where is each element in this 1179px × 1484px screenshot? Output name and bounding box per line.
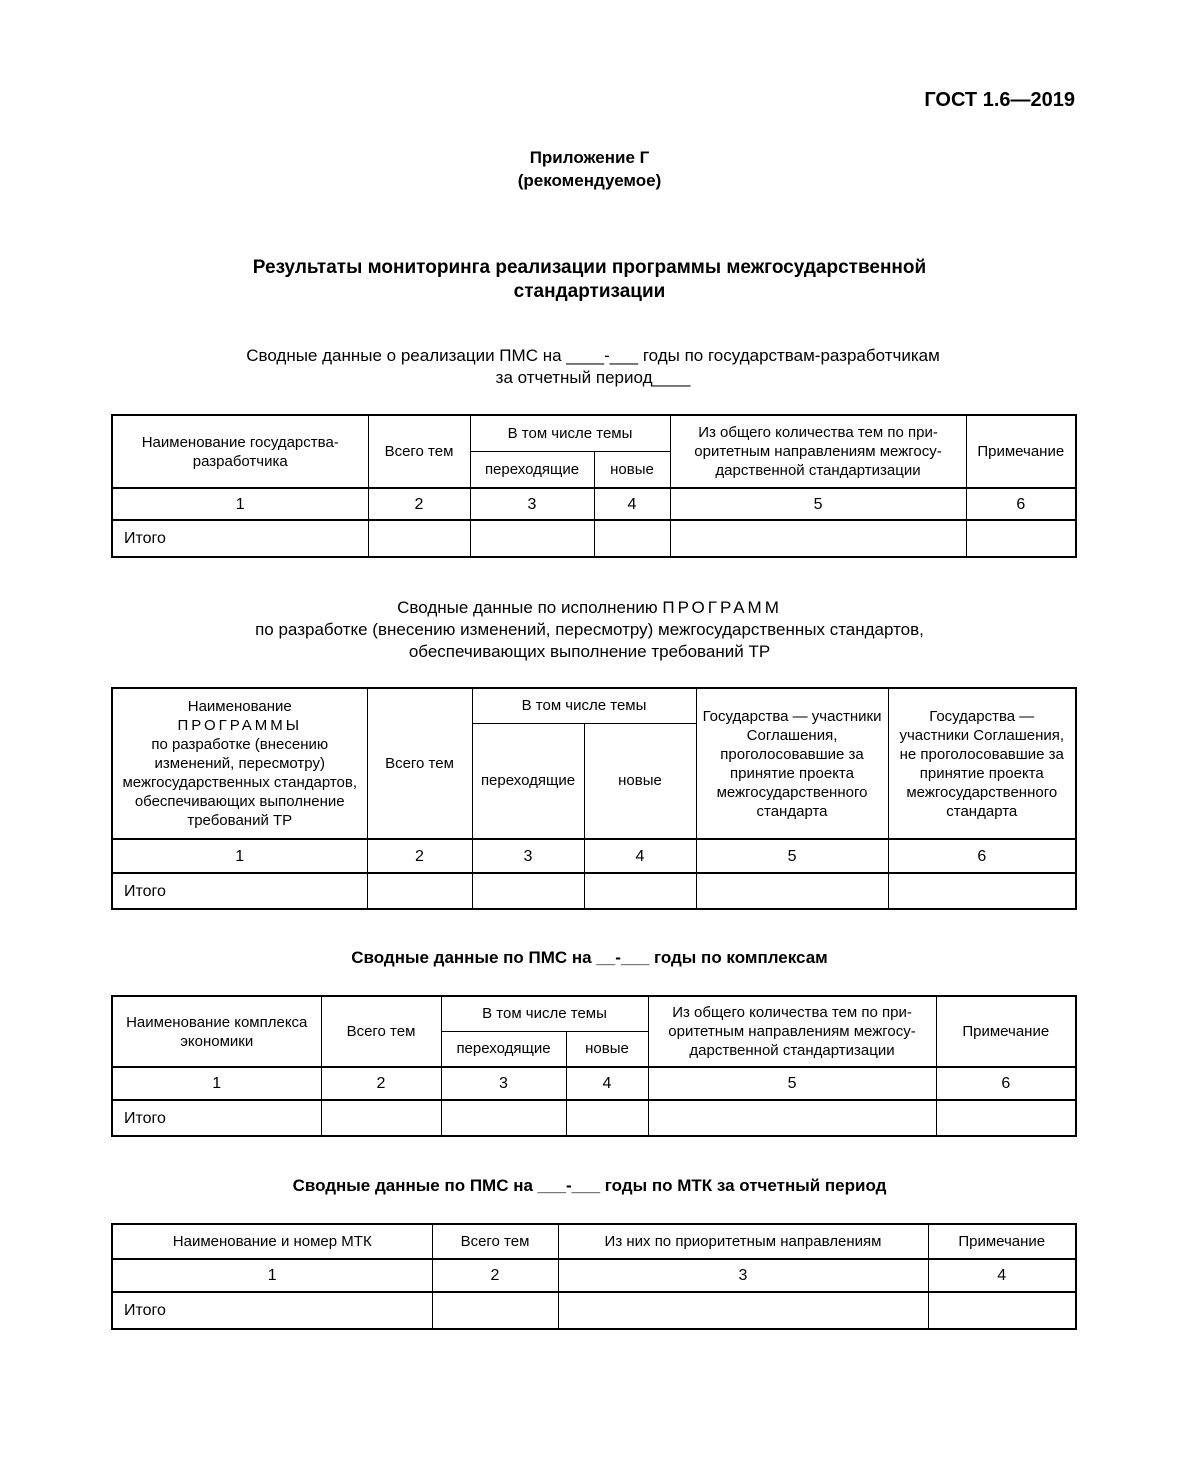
annex-label: Приложение Г bbox=[529, 148, 650, 167]
t1-empty-cell bbox=[470, 520, 594, 557]
t4-header-priority: Из них по приоритетным направлениям bbox=[558, 1224, 928, 1259]
t2-col-number: 3 bbox=[472, 839, 584, 873]
t3-total-label: Итого bbox=[112, 1100, 321, 1136]
t2-empty-cell bbox=[584, 873, 696, 909]
t2-header-program-line1: Наименование bbox=[187, 698, 292, 715]
t4-col-number: 3 bbox=[558, 1259, 928, 1292]
t4-total-row bbox=[112, 1292, 1076, 1329]
table3-caption: Сводные данные по ПМС на __-___ годы по комплексам bbox=[351, 948, 828, 967]
table-programs-execution bbox=[111, 687, 1077, 910]
t1-header-new: новые bbox=[594, 451, 670, 488]
table2-caption-line1 bbox=[0, 597, 1179, 619]
t4-number-row bbox=[112, 1259, 1076, 1292]
t4-header-mtk: Наименование и номер МТК bbox=[112, 1224, 432, 1259]
t4-col-number: 1 bbox=[112, 1259, 432, 1292]
table2-caption-prefix: Сводные данные по исполнению bbox=[397, 598, 658, 617]
t2-empty-cell bbox=[367, 873, 472, 909]
t1-header-priority: Из общего количества тем по приоритетным направлениям межгосударственной стандартизации bbox=[670, 415, 966, 488]
t3-col-number: 6 bbox=[936, 1067, 1076, 1100]
annex-heading bbox=[0, 146, 1179, 192]
t2-header-total: Всего тем bbox=[367, 688, 472, 839]
t1-header-note: Примечание bbox=[966, 415, 1076, 488]
table1-caption-line1: Сводные данные о реализации ПМС на ____-___ годы по государствам-разработчикам bbox=[246, 346, 940, 365]
table1-caption-line2: за отчетный период____ bbox=[495, 368, 691, 387]
page-title-line1: Результаты мониторинга реализации программы межгосударственной bbox=[252, 257, 927, 278]
t2-header-voted-for: Государства — участники Соглашения, проголосовавшие за принятие проекта межгосударственного стандарта bbox=[696, 688, 888, 839]
page-title bbox=[0, 256, 1179, 304]
t4-total-label: Итого bbox=[112, 1292, 432, 1329]
table2-caption-line2: по разработке (внесению изменений, пересмотру) межгосударственных стандартов, bbox=[255, 620, 924, 639]
annex-status: (рекомендуемое) bbox=[517, 171, 662, 190]
t3-header-new: новые bbox=[566, 1031, 648, 1067]
table2-caption-line3: обеспечивающих выполнение требований ТР bbox=[408, 642, 771, 661]
document-code: ГОСТ 1.6—2019 bbox=[924, 89, 1075, 111]
t3-empty-cell bbox=[936, 1100, 1076, 1136]
t2-col-number: 1 bbox=[112, 839, 367, 873]
t3-empty-cell bbox=[321, 1100, 441, 1136]
t2-number-row bbox=[112, 839, 1076, 873]
t2-total-label: Итого bbox=[112, 873, 367, 909]
t3-header-note: Примечание bbox=[936, 996, 1076, 1067]
t4-header-total: Всего тем bbox=[432, 1224, 558, 1259]
t3-empty-cell bbox=[441, 1100, 566, 1136]
t1-total-row bbox=[112, 520, 1076, 557]
t4-empty-cell bbox=[928, 1292, 1076, 1329]
t4-header-note: Примечание bbox=[928, 1224, 1076, 1259]
t2-col-number: 6 bbox=[888, 839, 1076, 873]
t2-header-new: новые bbox=[584, 723, 696, 839]
t3-header-ongoing: переходящие bbox=[441, 1031, 566, 1067]
t1-empty-cell bbox=[368, 520, 470, 557]
t4-empty-cell bbox=[432, 1292, 558, 1329]
t2-empty-cell bbox=[888, 873, 1076, 909]
t1-total-label: Итого bbox=[112, 520, 368, 557]
t1-number-row bbox=[112, 488, 1076, 520]
t1-col-number: 3 bbox=[470, 488, 594, 520]
table-by-mtk bbox=[111, 1223, 1077, 1330]
t2-col-number: 4 bbox=[584, 839, 696, 873]
t3-header-complex: Наименование комплекса экономики bbox=[112, 996, 321, 1067]
t3-empty-cell bbox=[648, 1100, 936, 1136]
t2-empty-cell bbox=[696, 873, 888, 909]
table2-caption-programs: ПРОГРАММ bbox=[662, 598, 782, 617]
t4-col-number: 4 bbox=[928, 1259, 1076, 1292]
t1-col-number: 2 bbox=[368, 488, 470, 520]
t1-col-number: 4 bbox=[594, 488, 670, 520]
t2-header-not-voted: Государства — участники Соглашения, не проголосовавшие за принятие проекта межгосударственного стандарта bbox=[888, 688, 1076, 839]
t3-total-row bbox=[112, 1100, 1076, 1136]
table2-caption bbox=[0, 597, 1179, 663]
table-by-complexes bbox=[111, 995, 1077, 1137]
t2-header-program bbox=[112, 688, 367, 839]
t1-header-including: В том числе темы bbox=[470, 415, 670, 451]
table-by-developer-states bbox=[111, 414, 1077, 558]
table4-caption: Сводные данные по ПМС на ___-___ годы по МТК за отчетный период bbox=[292, 1176, 887, 1195]
t3-col-number: 3 bbox=[441, 1067, 566, 1100]
t3-col-number: 5 bbox=[648, 1067, 936, 1100]
t1-header-total: Всего тем bbox=[368, 415, 470, 488]
t3-col-number: 1 bbox=[112, 1067, 321, 1100]
t1-col-number: 6 bbox=[966, 488, 1076, 520]
table1-caption bbox=[0, 345, 1179, 389]
t4-empty-cell bbox=[558, 1292, 928, 1329]
t2-empty-cell bbox=[472, 873, 584, 909]
t1-empty-cell bbox=[594, 520, 670, 557]
t1-empty-cell bbox=[966, 520, 1076, 557]
t2-header-program-rest: по разработке (внесению изменений, пересмотру) межгосударственных стандартов, обеспечивающих выполнение требований ТР bbox=[122, 736, 358, 829]
t1-col-number: 1 bbox=[112, 488, 368, 520]
t2-header-program-spaced: ПРОГРАММЫ bbox=[177, 717, 303, 734]
t1-header-state: Наименование государства-разработчика bbox=[112, 415, 368, 488]
t3-empty-cell bbox=[566, 1100, 648, 1136]
t2-header-including: В том числе темы bbox=[472, 688, 696, 723]
t2-header-ongoing: переходящие bbox=[472, 723, 584, 839]
t2-col-number: 5 bbox=[696, 839, 888, 873]
t3-header-total: Всего тем bbox=[321, 996, 441, 1067]
t2-total-row bbox=[112, 873, 1076, 909]
t3-col-number: 2 bbox=[321, 1067, 441, 1100]
page-title-line2: стандартизации bbox=[513, 281, 666, 302]
t3-col-number: 4 bbox=[566, 1067, 648, 1100]
t3-number-row bbox=[112, 1067, 1076, 1100]
t1-col-number: 5 bbox=[670, 488, 966, 520]
t4-col-number: 2 bbox=[432, 1259, 558, 1292]
t3-header-including: В том числе темы bbox=[441, 996, 648, 1031]
t1-empty-cell bbox=[670, 520, 966, 557]
t2-col-number: 2 bbox=[367, 839, 472, 873]
t1-header-ongoing: переходящие bbox=[470, 451, 594, 488]
t3-header-priority: Из общего количества тем по приоритетным направлениям межгосударственной стандартизации bbox=[648, 996, 936, 1067]
